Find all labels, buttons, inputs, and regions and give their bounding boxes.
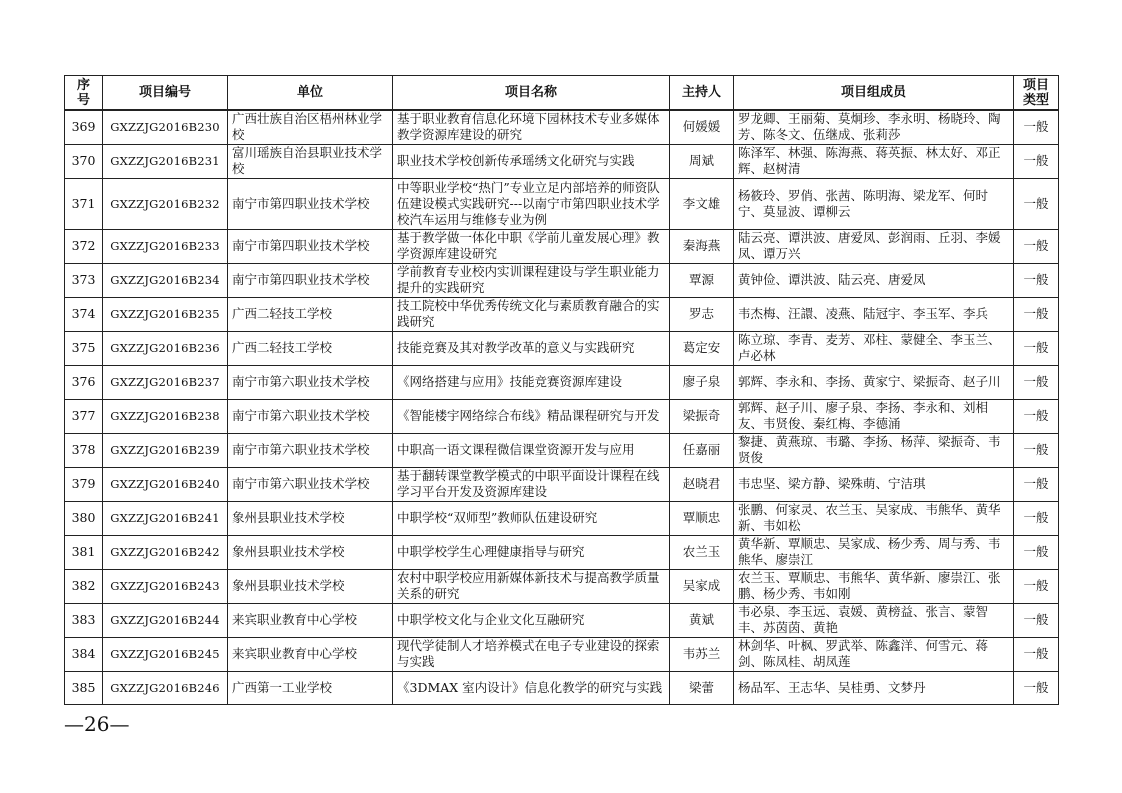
cell-code: GXZZJG2016B244 — [103, 603, 228, 637]
header-code: 项目编号 — [103, 76, 228, 111]
cell-unit: 南宁市第六职业技术学校 — [228, 467, 393, 501]
project-table — [64, 75, 1059, 705]
table-row — [65, 399, 1059, 433]
cell-index: 371 — [65, 178, 103, 229]
cell-code: GXZZJG2016B242 — [103, 535, 228, 569]
table-row — [65, 110, 1059, 144]
cell-index: 376 — [65, 365, 103, 399]
cell-name: 《网络搭建与应用》技能竞赛资源库建设 — [393, 365, 670, 399]
cell-index: 372 — [65, 229, 103, 263]
cell-index: 385 — [65, 671, 103, 704]
cell-code: GXZZJG2016B240 — [103, 467, 228, 501]
cell-host: 秦海燕 — [670, 229, 734, 263]
cell-index: 377 — [65, 399, 103, 433]
cell-unit: 广西二轻技工学校 — [228, 297, 393, 331]
cell-members: 罗龙卿、王丽菊、莫炯珍、李永明、杨晓玲、陶芳、陈冬文、伍继成、张莉莎 — [734, 110, 1014, 144]
cell-members: 韦杰梅、汪譞、凌燕、陆冠宇、李玉军、李兵 — [734, 297, 1014, 331]
table-row — [65, 297, 1059, 331]
cell-index: 383 — [65, 603, 103, 637]
cell-members: 农兰玉、覃顺忠、韦熊华、黄华新、廖崇江、张鹏、杨少秀、韦如刚 — [734, 569, 1014, 603]
cell-host: 覃源 — [670, 263, 734, 297]
cell-type: 一般 — [1014, 331, 1059, 365]
cell-index: 374 — [65, 297, 103, 331]
cell-type: 一般 — [1014, 501, 1059, 535]
cell-host: 赵晓君 — [670, 467, 734, 501]
cell-code: GXZZJG2016B230 — [103, 110, 228, 144]
cell-members: 杨筱玲、罗俏、张茜、陈明海、梁龙军、何时宁、莫显波、谭柳云 — [734, 178, 1014, 229]
cell-type: 一般 — [1014, 229, 1059, 263]
table-header — [65, 76, 1059, 111]
cell-code: GXZZJG2016B231 — [103, 144, 228, 178]
cell-members: 陆云亮、谭洪波、唐爱凤、彭润雨、丘羽、李媛凤、谭万兴 — [734, 229, 1014, 263]
cell-unit: 南宁市第六职业技术学校 — [228, 399, 393, 433]
table-row — [65, 501, 1059, 535]
cell-members: 林剑华、叶枫、罗武举、陈鑫洋、何雪元、蒋剑、陈凤桂、胡凤莲 — [734, 637, 1014, 671]
cell-type: 一般 — [1014, 637, 1059, 671]
cell-name: 技工院校中华优秀传统文化与素质教育融合的实践研究 — [393, 297, 670, 331]
cell-members: 郭辉、李永和、李扬、黄家宁、梁振奇、赵子川 — [734, 365, 1014, 399]
cell-name: 中职学校学生心理健康指导与研究 — [393, 535, 670, 569]
table-row — [65, 365, 1059, 399]
table-row — [65, 569, 1059, 603]
cell-unit: 象州县职业技术学校 — [228, 501, 393, 535]
cell-unit: 南宁市第六职业技术学校 — [228, 365, 393, 399]
cell-code: GXZZJG2016B241 — [103, 501, 228, 535]
cell-name: 技能竞赛及其对教学改革的意义与实践研究 — [393, 331, 670, 365]
cell-members: 陈立琼、李青、麦芳、邓柱、蒙健全、李玉兰、卢必林 — [734, 331, 1014, 365]
cell-type: 一般 — [1014, 178, 1059, 229]
cell-members: 黎捷、黄燕琼、韦璐、李扬、杨萍、梁振奇、韦贤俊 — [734, 433, 1014, 467]
cell-name: 农村中职学校应用新媒体新技术与提高教学质量关系的研究 — [393, 569, 670, 603]
table-row — [65, 178, 1059, 229]
table-row — [65, 263, 1059, 297]
cell-code: GXZZJG2016B233 — [103, 229, 228, 263]
cell-type: 一般 — [1014, 603, 1059, 637]
cell-code: GXZZJG2016B238 — [103, 399, 228, 433]
cell-type: 一般 — [1014, 569, 1059, 603]
cell-index: 375 — [65, 331, 103, 365]
cell-unit: 象州县职业技术学校 — [228, 535, 393, 569]
cell-members: 韦必泉、李玉远、袁媛、黄榜益、张言、蒙智丰、苏茵茵、黄艳 — [734, 603, 1014, 637]
cell-type: 一般 — [1014, 297, 1059, 331]
page-number: —26— — [64, 712, 130, 736]
table-row — [65, 603, 1059, 637]
cell-index: 379 — [65, 467, 103, 501]
cell-host: 农兰玉 — [670, 535, 734, 569]
cell-host: 李文雄 — [670, 178, 734, 229]
cell-host: 周斌 — [670, 144, 734, 178]
cell-index: 373 — [65, 263, 103, 297]
cell-members: 陈泽军、林强、陈海燕、蒋英振、林太好、邓正辉、赵树清 — [734, 144, 1014, 178]
cell-type: 一般 — [1014, 671, 1059, 704]
cell-name: 中等职业学校“热门”专业立足内部培养的师资队伍建设模式实践研究---以南宁市第四职业技术学校汽车运用与维修专业为例 — [393, 178, 670, 229]
cell-members: 韦忠坚、梁方静、梁殊萌、宁洁琪 — [734, 467, 1014, 501]
cell-name: 基于教学做一体化中职《学前儿童发展心理》教学资源库建设研究 — [393, 229, 670, 263]
cell-index: 369 — [65, 110, 103, 144]
cell-index: 370 — [65, 144, 103, 178]
cell-type: 一般 — [1014, 399, 1059, 433]
cell-unit: 象州县职业技术学校 — [228, 569, 393, 603]
cell-name: 现代学徒制人才培养模式在电子专业建设的探索与实践 — [393, 637, 670, 671]
cell-code: GXZZJG2016B246 — [103, 671, 228, 704]
cell-type: 一般 — [1014, 110, 1059, 144]
cell-name: 职业技术学校创新传承瑶绣文化研究与实践 — [393, 144, 670, 178]
cell-name: 中职学校“双师型”教师队伍建设研究 — [393, 501, 670, 535]
header-row — [65, 76, 1059, 111]
cell-unit: 来宾职业教育中心学校 — [228, 603, 393, 637]
cell-index: 378 — [65, 433, 103, 467]
cell-type: 一般 — [1014, 144, 1059, 178]
table-row — [65, 433, 1059, 467]
cell-type: 一般 — [1014, 535, 1059, 569]
table-row — [65, 637, 1059, 671]
cell-host: 葛定安 — [670, 331, 734, 365]
table-row — [65, 467, 1059, 501]
cell-name: 中职学校文化与企业文化互融研究 — [393, 603, 670, 637]
cell-unit: 南宁市第六职业技术学校 — [228, 433, 393, 467]
header-host: 主持人 — [670, 76, 734, 111]
header-members: 项目组成员 — [734, 76, 1014, 111]
cell-unit: 来宾职业教育中心学校 — [228, 637, 393, 671]
cell-host: 吴家成 — [670, 569, 734, 603]
cell-type: 一般 — [1014, 467, 1059, 501]
cell-code: GXZZJG2016B243 — [103, 569, 228, 603]
cell-name: 中职高一语文课程微信课堂资源开发与应用 — [393, 433, 670, 467]
cell-members: 黄钟俭、谭洪波、陆云亮、唐爱凤 — [734, 263, 1014, 297]
cell-host: 任嘉丽 — [670, 433, 734, 467]
table-row — [65, 144, 1059, 178]
cell-type: 一般 — [1014, 365, 1059, 399]
cell-name: 基于翻转课堂教学模式的中职平面设计课程在线学习平台开发及资源库建设 — [393, 467, 670, 501]
cell-index: 382 — [65, 569, 103, 603]
cell-code: GXZZJG2016B236 — [103, 331, 228, 365]
header-index: 序号 — [65, 76, 103, 111]
cell-name: 《3DMAX 室内设计》信息化教学的研究与实践 — [393, 671, 670, 704]
cell-index: 380 — [65, 501, 103, 535]
header-name: 项目名称 — [393, 76, 670, 111]
cell-code: GXZZJG2016B235 — [103, 297, 228, 331]
cell-name: 《智能楼宇网络综合布线》精品课程研究与开发 — [393, 399, 670, 433]
cell-type: 一般 — [1014, 263, 1059, 297]
cell-host: 罗志 — [670, 297, 734, 331]
cell-code: GXZZJG2016B245 — [103, 637, 228, 671]
cell-members: 郭辉、赵子川、廖子泉、李扬、李永和、刘相友、韦贤俊、秦红梅、李德涌 — [734, 399, 1014, 433]
cell-unit: 广西壮族自治区梧州林业学校 — [228, 110, 393, 144]
table-row — [65, 331, 1059, 365]
cell-host: 梁蕾 — [670, 671, 734, 704]
table-row — [65, 671, 1059, 704]
cell-type: 一般 — [1014, 433, 1059, 467]
cell-unit: 南宁市第四职业技术学校 — [228, 229, 393, 263]
cell-host: 韦苏兰 — [670, 637, 734, 671]
header-type: 项目类型 — [1014, 76, 1059, 111]
cell-unit: 富川瑶族自治县职业技术学校 — [228, 144, 393, 178]
cell-name: 基于职业教育信息化环境下园林技术专业多媒体教学资源库建设的研究 — [393, 110, 670, 144]
cell-code: GXZZJG2016B237 — [103, 365, 228, 399]
cell-host: 梁振奇 — [670, 399, 734, 433]
cell-code: GXZZJG2016B234 — [103, 263, 228, 297]
cell-unit: 南宁市第四职业技术学校 — [228, 178, 393, 229]
table-row — [65, 229, 1059, 263]
cell-members: 杨品军、王志华、吴桂勇、文梦丹 — [734, 671, 1014, 704]
table-row — [65, 535, 1059, 569]
cell-unit: 南宁市第四职业技术学校 — [228, 263, 393, 297]
cell-host: 廖子泉 — [670, 365, 734, 399]
cell-host: 黄斌 — [670, 603, 734, 637]
cell-index: 381 — [65, 535, 103, 569]
cell-host: 何媛媛 — [670, 110, 734, 144]
cell-code: GXZZJG2016B239 — [103, 433, 228, 467]
cell-index: 384 — [65, 637, 103, 671]
cell-members: 张鹏、何家灵、农兰玉、吴家成、韦熊华、黄华新、韦如松 — [734, 501, 1014, 535]
table-body — [65, 110, 1059, 704]
header-unit: 单位 — [228, 76, 393, 111]
cell-unit: 广西二轻技工学校 — [228, 331, 393, 365]
cell-unit: 广西第一工业学校 — [228, 671, 393, 704]
cell-members: 黄华新、覃顺忠、吴家成、杨少秀、周与秀、韦熊华、廖崇江 — [734, 535, 1014, 569]
cell-name: 学前教育专业校内实训课程建设与学生职业能力提升的实践研究 — [393, 263, 670, 297]
cell-code: GXZZJG2016B232 — [103, 178, 228, 229]
cell-host: 覃顺忠 — [670, 501, 734, 535]
